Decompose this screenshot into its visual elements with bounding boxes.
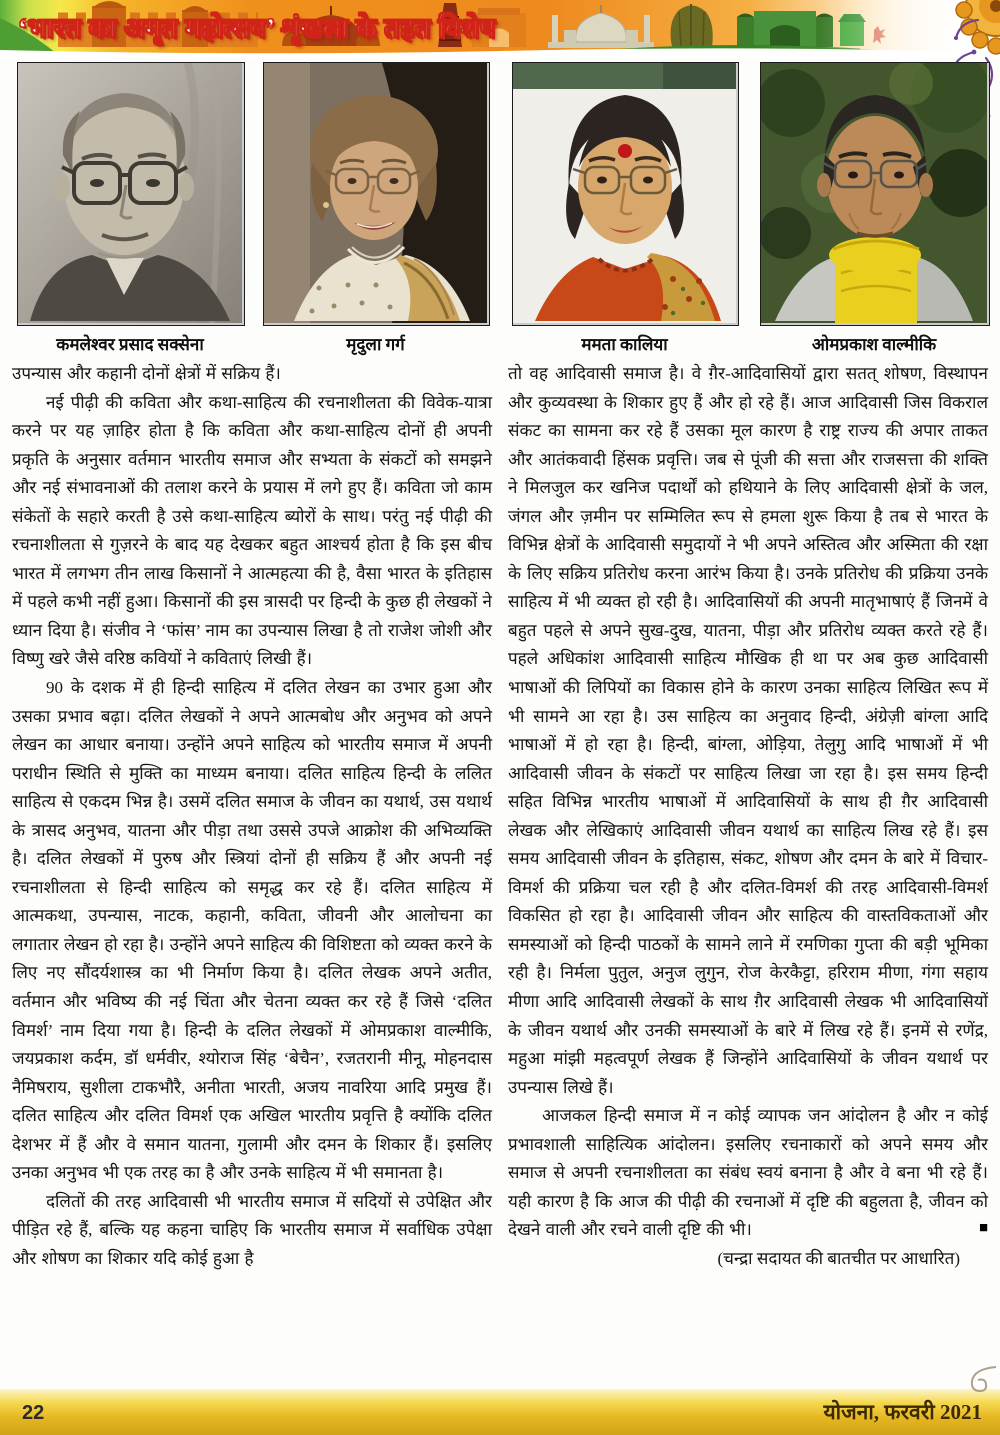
article-paragraph: दलितों की तरह आदिवासी भी भारतीय समाज में सदियों से उपेक्षित और पीड़ित रहे हैं, बल्कि यह कहना चाहिए कि भारतीय समाज में सर्वाधिक उपेक्षा और शोषण का शिकार यदि कोई हुआ है: [12, 1191, 492, 1268]
photo-caption-mridula: मृदुला गर्ग: [346, 335, 405, 354]
journal-date: योजना, फरवरी 2021: [823, 1400, 982, 1424]
article-right-column: [508, 360, 988, 1274]
portrait-woman-red-sari-art: [513, 63, 736, 323]
photo-mamta-kalia: [512, 62, 739, 326]
article-body: [12, 360, 988, 1274]
portrait-grayscale-man-art: [18, 63, 242, 323]
portrait-woman-white-sari-art: [264, 63, 487, 323]
article-left-column: [12, 360, 492, 1274]
footer-bar: [0, 1389, 1000, 1435]
article-paragraph: उपन्यास और कहानी दोनों क्षेत्रों में सक्रिय हैं।: [12, 364, 281, 383]
photo-mridula-garg: [263, 62, 490, 326]
photo-caption-omprakash: ओमप्रकाश वाल्मीकि: [811, 335, 937, 354]
article-paragraph: 90 के दशक में ही हिन्दी साहित्य में दलित लेखन का उभार हुआ और उसका प्रभाव बढ़ा। दलित लेखकों ने अपने आत्मबोध और अनुभव को अपने लेखन का आधार बनाया। उन्होंने अपने साहित्य को भारतीय समाज में अपनी पराधीन स्थिति से मुक्ति का माध्यम बनाया। दलित साहित्य हिन्दी के ललित साहित्य से एकदम भिन्न है। उसमें दलित समाज के जीवन का यथार्थ, उस यथार्थ के त्रासद अनुभव, यातना और पीड़ा तथा उससे उपजे आक्रोश की अभिव्यक्ति है। दलित लेखकों में पुरुष और स्त्रियां दोनों ही सक्रिय हैं और अपनी नई रचनाशीलता से हिन्दी साहित्य को समृद्ध कर रहे हैं। दलित साहित्य में आत्मकथा, उपन्यास, नाटक, कहानी, कविता, जीवनी और आलोचना का लगातार लेखन हो रहा है। उन्होंने अपने साहित्य की विशिष्टता को व्यक्त करने के लिए नए सौंदर्यशास्त्र का भी निर्माण किया है। दलित लेखक अपने अतीत, वर्तमान और भविष्य की नई चिंता और चेतना व्यक्त कर रहे हैं जिसे ‘दलित विमर्श’ नाम दिया गया है। हिन्दी के दलित लेखकों में ओमप्रकाश वाल्मीकि, जयप्रकाश कर्दम, डॉ धर्मवीर, श्योराज सिंह ‘बेचैन’, रजतरानी मीनू, मोहनदास नैमिषराय, सुशीला टाकभौरै, अनीता भारती, अजय नावरिया आदि प्रमुख हैं। दलित साहित्य और दलित विमर्श एक अखिल भारतीय प्रवृत्ति है क्योंकि दलित देशभर में हैं और वे समान यातना, गुलामी और दमन के शिकार हैं। इसलिए उनका अनुभव भी एक तरह का है और उनके साहित्य में भी समानता है।: [12, 678, 492, 1183]
portrait-man-yellow-turtleneck-art: [761, 63, 987, 323]
photo-caption-kamleshwar: कमलेश्वर प्रसाद सक्सेना: [56, 335, 204, 354]
photo-caption-mamta: ममता कालिया: [581, 335, 668, 354]
article-paragraph: नई पीढ़ी की कविता और कथा-साहित्य की रचनाशीलता की विवेक-यात्रा करने पर यह ज़ाहिर होता है कि कविता और कथा-साहित्य दोनों ही अपनी प्रकृति के अनुसार वर्तमान भारतीय समाज और सभ्यता के संकटों को समझने और नई संभावनाओं की तलाश करने के प्रयास में लगे हुए हैं। कविता जो काम संकेतों के सहारे करती है उसे कथा-साहित्य ब्योरों के साथ। परंतु नई पीढ़ी की रचनाशीलता से गुज़रने के बाद यह देखकर बहुत आश्चर्य होता है कि इस बीच भारत में लगभग तीन लाख किसानों ने आत्महत्या की है, वैसा भारत के इतिहास में पहले कभी नहीं हुआ। किसानों की इस त्रासदी पर हिन्दी के कुछ ही लेखकों ने ध्यान दिया है। संजीव ने ‘फांस’ नाम का उपन्यास लिखा है तो राजेश जोशी और विष्णु खरे जैसे वरिष्ठ कवियों ने कविताएं लिखी हैं।: [12, 392, 492, 669]
header-banner: [0, 0, 1000, 58]
page-number: 22: [22, 1402, 45, 1424]
banner-title: ‘भारत का अमृत महोत्सव’ शृंखला के तहत विशेष: [18, 13, 496, 43]
article-paragraph: तो वह आदिवासी समाज है। वे ग़ैर-आदिवासियों द्वारा सतत् शोषण, विस्थापन और कुव्यवस्था के शिकार हुए हैं और हो रहे हैं। आज आदिवासी जिस विकराल संकट का सामना कर रहे हैं उसका मूल कारण है राष्ट्र राज्य की अपार ताकत और आतंकवादी हिंसक प्रवृत्ति। जब से पूंजी की सत्ता और राजसत्ता की शक्ति ने मिलजुल कर खनिज पदार्थों को हथियाने के लिए आदिवासी क्षेत्रों के जल, जंगल और ज़मीन पर सम्मिलित रूप से हमला शुरू किया है तब से भारत के विभिन्न क्षेत्रों के आदिवासी समुदायों ने भी अपने अस्तित्व और अस्मिता की रक्षा के लिए सक्रिय प्रतिरोध करना आरंभ किया है। उनके प्रतिरोध की प्रक्रिया उनके साहित्य में भी व्यक्त हो रही है। आदिवासियों की अपनी मातृभाषाएं हैं जिनमें वे बहुत पहले से अपने सुख-दुख, यातना, पीड़ा और प्रतिरोध व्यक्त करते रहे हैं। पहले अधिकांश आदिवासी साहित्य मौखिक ही था पर अब कुछ आदिवासी भाषाओं की लिपियों का विकास होने के कारण उनका साहित्य लिखित रूप में भी सामने आ रहा है। उस साहित्य का अनुवाद हिन्दी, अंग्रेज़ी बांग्ला आदि भाषाओं में हो रहा है। हिन्दी, बांग्ला, ओड़िया, तेलुगु आदि भाषाओं में भी आदिवासी जीवन के संकटों पर साहित्य लिखा जा रहा है। इस समय हिन्दी सहित विभिन्न भारतीय भाषाओं में आदिवासियों के साथ ही ग़ैर आदिवासी लेखक और लेखिकाएं आदिवासी जीवन यथार्थ का साहित्य लिख रहे हैं। इस समय आदिवासी जीवन के इतिहास, संकट, शोषण और दमन के बारे में विचार-विमर्श की प्रक्रिया चल रही है और दलित-विमर्श की तरह आदिवासी-विमर्श विकसित हो रहा है। आदिवासी जीवन और साहित्य की वास्तविकताओं और समस्याओं को हिन्दी पाठकों के सामने लाने में रमणिका गुप्ता की बड़ी भूमिका रही है। निर्मला पुतुल, अनुज लुगुन, रोज केरकैट्टा, हरिराम मीणा, गंगा सहाय मीणा आदि आदिवासी लेखकों के साथ ग़ैर आदिवासी लेखक भी आदिवासियों के जीवन यथार्थ और उनकी समस्याओं के बारे में लिख रहे हैं। इनमें से रणेंद्र, महुआ मांझी महत्वपूर्ण लेखक हैं जिन्होंने आदिवासियों के जीवन यथार्थ पर उपन्यास लिखे हैं।: [508, 364, 988, 1097]
photo-kamleshwar-prasad-saksena: [17, 62, 245, 326]
corner-swirl-ornament-icon: [964, 1365, 998, 1395]
photo-omprakash-valmiki: [760, 62, 990, 326]
article-paragraph: आजकल हिन्दी समाज में न कोई व्यापक जन आंदोलन है और न कोई प्रभावशाली साहित्यिक आंदोलन। इसलिए रचनाकारों को अपने समय और समाज से अपनी रचनाशीलता का संबंध स्वयं बनाना है और वे बना भी रहे हैं। यही कारण है कि आज की पीढ़ी की रचनाओं में दृष्टि की बहुलता है, जीवन को देखने वाली और रचने वाली दृष्टि की भी। ■: [508, 1102, 988, 1245]
article-attribution: (चन्द्रा सदायत की बातचीत पर आधारित): [717, 1248, 960, 1268]
end-of-article-marker: ■: [978, 1220, 988, 1237]
